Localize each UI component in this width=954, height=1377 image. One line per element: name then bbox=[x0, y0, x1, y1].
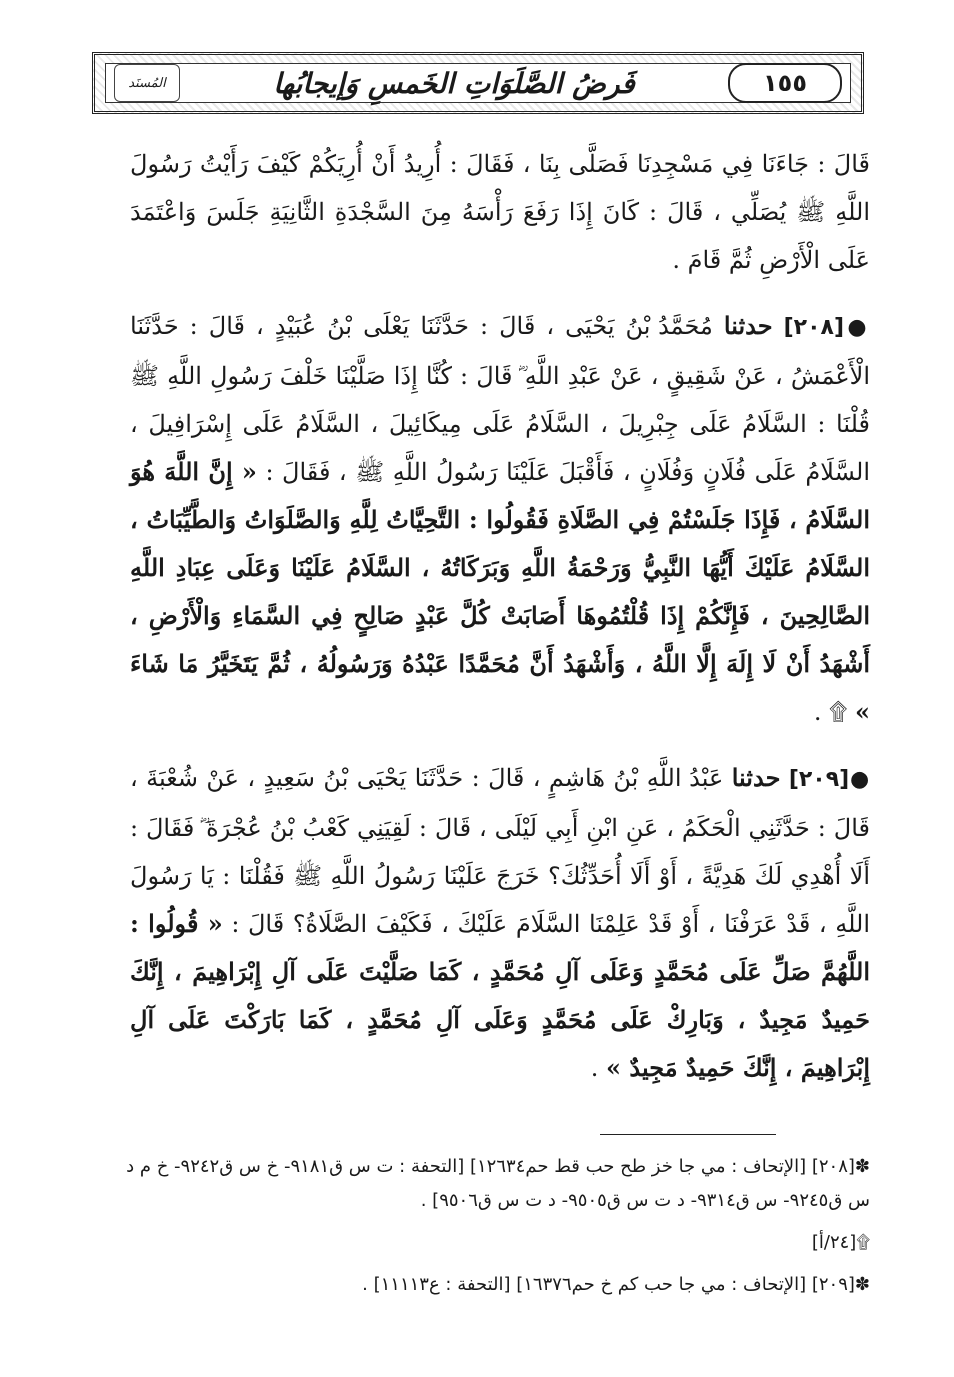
chapter-title: فَرضُ الصَّلَوَاتِ الخَمسِ وَإيجابُها bbox=[273, 66, 635, 100]
header-frame bbox=[105, 63, 851, 103]
hadith-208 bbox=[130, 302, 870, 736]
hadith-208-end: ۩ . bbox=[813, 698, 848, 726]
main-text bbox=[130, 140, 870, 1110]
hadith-208-chain: مُحَمَّدُ بْنُ يَحْيَى ، قَالَ : حَدَّثَنَا يَعْلَى بْنُ عُبَيْدٍ ، قَالَ : حَدَّثَنَا الْأَعْمَشُ ، عَنْ شَقِيقٍ ، عَنْ عَبْدِ اللَّهِ ؓ قَالَ : كُنَّا إِذَا صَلَّيْنَا خَلْفَ رَسُولِ اللَّهِ ﷺ قُلْنَا : السَّلَامُ عَلَى جِبْرِيلَ ، السَّلَامُ عَلَى مِيكَائِيلَ ، السَّلَامُ عَلَى إِسْرَافِيلَ ، السَّلَامُ عَلَى فُلَانٍ وَفُلَانٍ ، فَأَقْبَلَ عَلَيْنَا رَسُولُ اللَّهِ ﷺ ، فَقَالَ : bbox=[130, 312, 870, 486]
footnote-folio: ۩[٢٤/أ] bbox=[811, 1232, 870, 1253]
hadith-209 bbox=[130, 754, 870, 1092]
paragraph-continuation: قَالَ : جَاءَنَا فِي مَسْجِدِنَا فَصَلَّى بِنَا ، فَقَالَ : أُرِيدُ أَنْ أُرِيَكُمْ كَيْفَ رَأَيْتُ رَسُولَ اللَّهِ ﷺ يُصَلِّي ، قَالَ : كَانَ إِذَا رَفَعَ رَأْسَهُ مِنَ السَّجْدَةِ الثَّانِيَةِ جَلَسَ وَاعْتَمَدَ عَلَى الْأَرْضِ ثُمَّ قَامَ . bbox=[130, 150, 870, 274]
footnote-209: ✽[٢٠٩] [الإتحاف : مي جا حب كم خ حم١٦٣٧٦] [التحفة : ع١١١١٣] . bbox=[362, 1274, 870, 1295]
hadith-209-intro: حدثنا bbox=[731, 763, 781, 792]
footnote-divider bbox=[600, 1134, 776, 1135]
publisher-logo: المُسنَد bbox=[114, 64, 180, 102]
hadith-208-number: ●[٢٠٨] bbox=[783, 315, 870, 340]
hadith-209-number: ●[٢٠٩] bbox=[788, 767, 870, 792]
page-header bbox=[92, 52, 864, 114]
page-number: ١٥٥ bbox=[728, 63, 842, 103]
hadith-209-matn: « قُولُوا : اللَّهُمَّ صَلِّ عَلَى مُحَمَّدٍ وَعَلَى آلِ مُحَمَّدٍ ، كَمَا صَلَّيْتَ عَلَى آلِ إِبْرَاهِيمَ ، إِنَّكَ حَمِيدٌ مَجِيدٌ ، وَبَارِكْ عَلَى مُحَمَّدٍ وَعَلَى آلِ مُحَمَّدٍ ، كَمَا بَارَكْتَ عَلَى آلِ إِبْرَاهِيمَ ، إِنَّكَ حَمِيدٌ مَجِيدٌ » bbox=[130, 909, 870, 1082]
hadith-209-end: . bbox=[590, 1054, 599, 1082]
footnote-208: ✽[٢٠٨] [الإتحاف : مي جا خز طح حب قط حم١٢٦٣٤] [التحفة : ت س ق٩١٨١- خ س ق٩٢٤٢- خ م د س ق٩٢٤٥- س ق٩٣١٤- د ت س ق٩٥٠٥- د ت س ق٩٥٠٦] . bbox=[126, 1156, 870, 1211]
hadith-209-chain: عَبْدُ اللَّهِ بْنُ هَاشِمٍ ، قَالَ : حَدَّثَنَا يَحْيَى بْنُ سَعِيدٍ ، عَنْ شُعْبَةَ ، قَالَ : حَدَّثَنِي الْحَكَمُ ، عَنِ ابْنِ أَبِي لَيْلَى ، قَالَ : لَقِيَنِي كَعْبُ بْنُ عُجْرَةَ ؓ فَقَالَ : أَلَا أُهْدِي لَكَ هَدِيَّةً ، أَوْ أَلَا أُحَدِّثُكَ؟ خَرَجَ عَلَيْنَا رَسُولُ اللَّهِ ﷺ فَقُلْنَا : يَا رَسُولَ اللَّهِ ، قَدْ عَرَفْنَا ، أَوْ قَدْ عَلِمْنَا السَّلَامَ عَلَيْكَ ، فَكَيْفَ الصَّلَاةُ؟ قَالَ : bbox=[130, 764, 871, 938]
hadith-208-intro: حدثنا bbox=[723, 311, 773, 340]
footnotes bbox=[116, 1150, 870, 1310]
hadith-208-matn: « إِنَّ اللَّهَ هُوَ السَّلَامُ ، فَإِذَا جَلَسْتُمْ فِي الصَّلَاةِ فَقُولُوا : التَّحِيَّاتُ لِلَّهِ وَالصَّلَوَاتُ وَالطَّيِّبَاتُ ، السَّلَامُ عَلَيْكَ أَيُّهَا النَّبِيُّ وَرَحْمَةُ اللَّهِ وَبَرَكَاتُهُ ، السَّلَامُ عَلَيْنَا وَعَلَى عِبَادِ اللَّهِ الصَّالِحِينَ ، فَإِنَّكُمْ إِذَا قُلْتُمُوهَا أَصَابَتْ كُلَّ عَبْدٍ صَالِحٍ فِي السَّمَاءِ وَالْأَرْضِ ، أَشْهَدُ أَنْ لَا إِلَهَ إِلَّا اللَّهُ ، وَأَشْهَدُ أَنَّ مُحَمَّدًا عَبْدُهُ وَرَسُولُهُ ، ثُمَّ يَتَخَيَّرُ مَا شَاءَ » bbox=[130, 457, 870, 726]
